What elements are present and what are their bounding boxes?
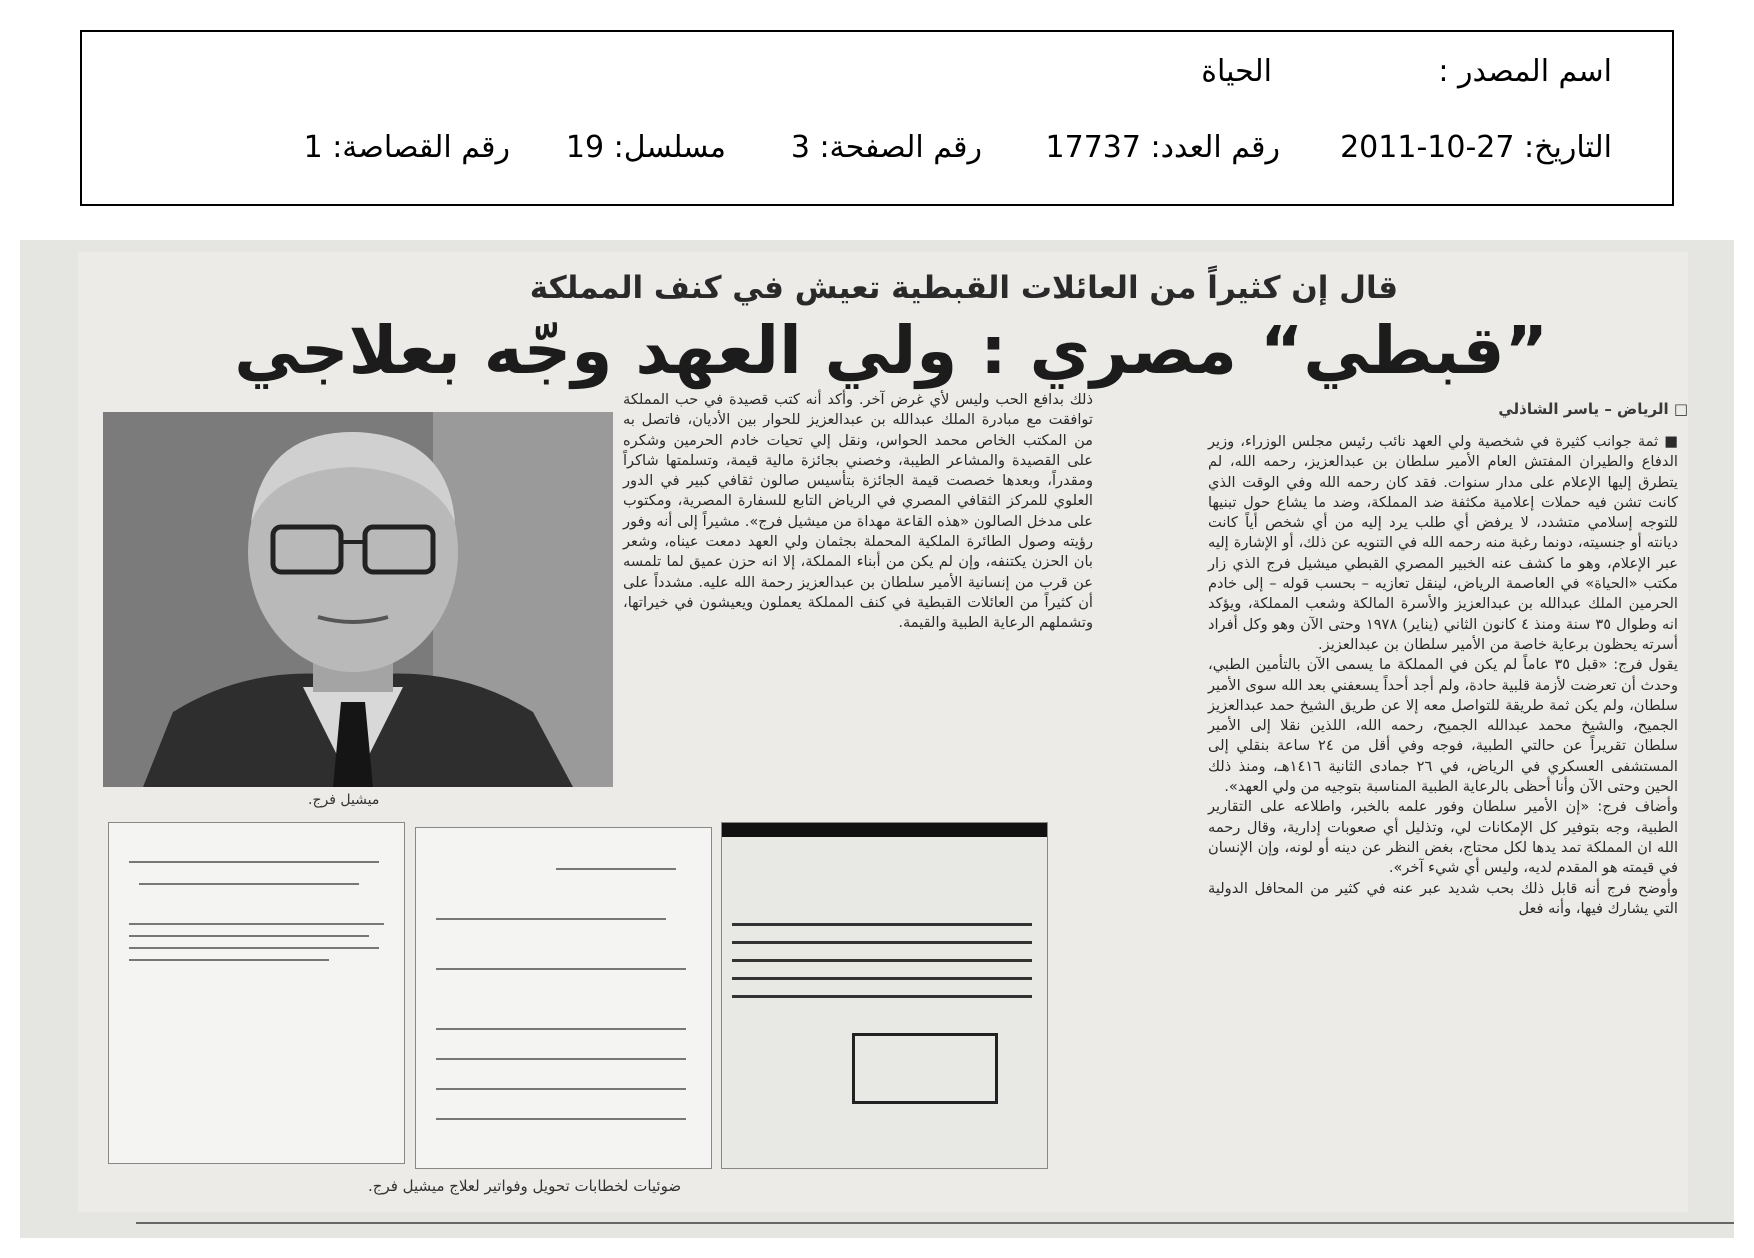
source-label: اسم المصدر : — [1438, 54, 1612, 89]
portrait-photo — [103, 412, 613, 787]
paragraph: ذلك بدافع الحب وليس لأي غرض آخر. وأكد أنه كتب قصيدة في حب المملكة توافقت مع مبادرة الملك عبدالله بن عبدالعزيز للحوار بين الأديان، فاتصل به من المكتب الخاص محمد الحواس، ونقل إلي تحيات خادم الحرمين وشكره على القصيدة والمشاعر الطيبة، وخصني بجائزة مالية قيمة، وتسلمتها شاكراً ومقدراً، وبعدها خصصت قيمة الجائزة بتأسيس صالون ثقافي كبير في الدور العلوي للمركز الثقافي المصري في الرياض التابع للسفارة المصرية، ومكتوب على مدخل الصالون «هذه القاعة مهداة من ميشيل فرج». مشيراً إلى أنه وفور رؤيته وصول الطائرة الملكية المحملة بجثمان ولي العهد دمعت عيناه، وشعر بان الحزن يكتنفه، وإن لم يكن من أبناء المملكة، إلا انه حزن عميق لما تلمسه عن قرب من إنسانية الأمير سلطان بن عبدالعزيز رحمة الله عليه. مشدداً على أن كثيراً من العائلات القبطية في كنف المملكة يعملون ويعيشون في خيراتها، وتشملهم الرعاية الطبية والقيمة. — [623, 391, 1093, 632]
clip-number-field: رقم القصاصة: 1 — [303, 130, 510, 165]
scanned-document-3 — [721, 822, 1048, 1169]
bottom-rule — [136, 1222, 1734, 1224]
page-number-field: رقم الصفحة: 3 — [790, 130, 982, 165]
scanned-document-1 — [108, 822, 405, 1164]
article-headline: ”قبطي“ مصري : ولي العهد وجّه بعلاجي — [234, 312, 1548, 389]
document-stamp — [852, 1033, 998, 1104]
source-value: الحياة — [1201, 54, 1272, 89]
date-field: التاريخ: 27-10-2011 — [1340, 130, 1612, 165]
article-byline: □ الرياض – ياسر الشاذلي — [1498, 400, 1688, 418]
paragraph: وأضاف فرج: «إن الأمير سلطان وفور علمه بالخبر، واطلاعه على التقارير الطبية، وجه بتوفير كل الإمكانات لي، وتذليل أي صعوبات إدارية، وقال رحمه الله ان المملكة تمد يدها لكل محتاج، بغض النظر عن دينه أو لونه، وإن الإنسان في قيمته هو المقدم لديه، وليس أي شيء آخر». — [1208, 798, 1678, 877]
article-area — [78, 252, 1688, 1212]
document-top-bar — [722, 823, 1047, 837]
portrait-illustration — [103, 412, 613, 787]
clipping-metadata-box — [80, 30, 1674, 206]
paragraph: وأوضح فرج أنه قابل ذلك بحب شديد عبر عنه في كثير من المحافل الدولية التي يشارك فيها، وأنه فعل — [1208, 879, 1678, 917]
article-column-right — [1208, 432, 1678, 919]
documents-caption: ضوئيات لخطابات تحويل وفواتير لعلاج ميشيل فرج. — [368, 1177, 682, 1195]
serial-field: مسلسل: 19 — [565, 130, 726, 165]
issue-number-field: رقم العدد: 17737 — [1045, 130, 1280, 165]
scanned-document-2 — [415, 827, 712, 1169]
paragraph: يقول فرج: «قبل ٣٥ عاماً لم يكن في المملكة ما يسمى الآن بالتأمين الطبي، وحدث أن تعرضت لأزمة قلبية حادة، ولم أجد أحداً يسعفني بعد الله سوى الأمير سلطان، ولم يكن ثمة طريقة للتواصل معه إلا عن طريق الشيخ حمد عبدالعزيز الجميح، والشيخ محمد عبدالله الجميح، رحمه الله، اللذين نقلا إلى الأمير سلطان تقريراً عن حالتي الطبية، فوجه وفي أقل من ٢٤ ساعة بنقلي إلى المستشفى العسكري في الرياض، في ٢٦ جمادى الثانية ١٤١٦هـ، ومنذ ذلك الحين وحتى الآن وأنا أحظى بالرعاية الطبية المناسبة بتوجيه من ولي العهد». — [1208, 656, 1678, 796]
newspaper-clipping — [20, 240, 1734, 1238]
paragraph: ■ ثمة جوانب كثيرة في شخصية ولي العهد نائب رئيس مجلس الوزراء، وزير الدفاع والطيران المفتش العام الأمير سلطان بن عبدالعزيز، رحمه الله، لم يتطرق إليها الإعلام على مدار سنوات. فقد كان رحمه الله وفي الوقت الذي كانت تشن فيه حملات إعلامية مكثفة ضد المملكة، وضد ما يشاع حول تبنيها للتوجه إسلامي متشدد، لا يرفض أي طلب يرد إليه من أي شخص أياً كانت ديانته أو جنسيته، دونما رغبة منه رحمه الله في التنويه عن ذلك، أو الإشارة إليه عبر الإعلام، وهو ما كشف عنه الخبير المصري القبطي ميشيل فرج الذي زار مكتب «الحياة» في العاصمة الرياض، لينقل تعازيه – بحسب قوله – إلى خادم الحرمين الملك عبدالله بن عبدالعزيز والأسرة المالكة وشعب المملكة، ويؤكد انه وطوال ٣٥ سنة ومنذ ٤ كانون الثاني (يناير) ١٩٧٨ وحتى الآن وهو وكل أفراد أسرته يحظون برعاية خاصة من الأمير سلطان بن عبدالعزيز. — [1208, 433, 1678, 653]
article-kicker: قال إن كثيراً من العائلات القبطية تعيش في كنف المملكة — [529, 270, 1398, 306]
photo-caption: ميشيل فرج. — [308, 792, 380, 808]
article-column-middle — [623, 390, 1093, 634]
